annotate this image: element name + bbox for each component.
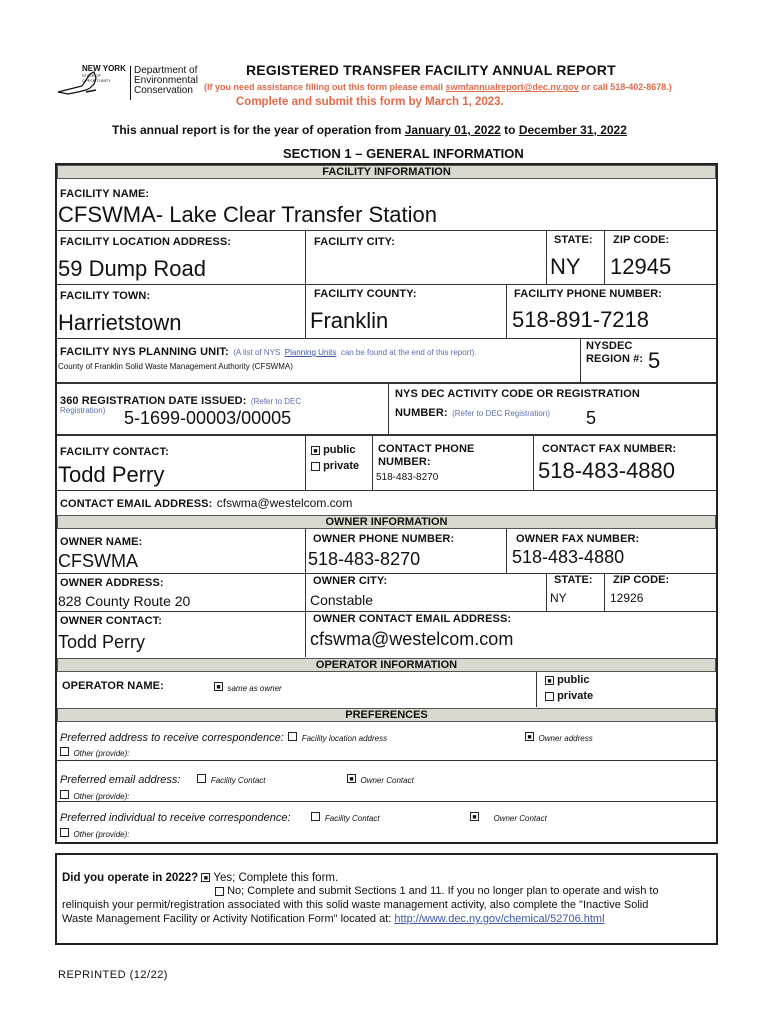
facility-name-value[interactable]: CFSWMA- Lake Clear Transfer Station (58, 202, 438, 227)
facility-state-value[interactable]: NY (550, 254, 581, 279)
owner-zip-label: ZIP CODE: (613, 574, 670, 586)
divider (57, 338, 716, 339)
facility-county-value[interactable]: Franklin (310, 308, 389, 333)
owner-email-label: OWNER CONTACT EMAIL ADDRESS: (313, 613, 512, 625)
planning-unit-label-group: FACILITY NYS PLANNING UNIT: (A list of NYS Planning Units can be found at the end of this report). (60, 346, 477, 358)
contact-email-row: CONTACT EMAIL ADDRESS: cfswma@westelcom.com (60, 496, 353, 510)
owner-phone-label: OWNER PHONE NUMBER: (313, 533, 455, 545)
divider (57, 490, 716, 491)
owner-state-value[interactable]: NY (550, 591, 567, 605)
divider (372, 436, 373, 490)
pref-owner-address-option[interactable]: ■ Owner address (525, 728, 593, 746)
operate-no-checkbox[interactable] (215, 887, 224, 896)
registration-number-value[interactable]: 5-1699-00003/00005 (124, 408, 292, 428)
divider (305, 573, 306, 611)
operate-yes-checkbox[interactable] (201, 873, 210, 882)
divider (506, 529, 507, 573)
divider (604, 230, 605, 284)
facility-address-label: FACILITY LOCATION ADDRESS: (60, 236, 232, 248)
contact-private-checkbox[interactable] (311, 462, 320, 471)
owner-contact-label: OWNER CONTACT: (60, 615, 163, 627)
logo-state-text: NEW YORK STATE OF OPPORTUNITY (82, 64, 126, 83)
contact-fax-value[interactable]: 518-483-4880 (538, 458, 676, 483)
divider (57, 434, 716, 436)
pref-address-row: Preferred address to receive correspondence: Facility location address (60, 732, 388, 744)
facility-phone-label: FACILITY PHONE NUMBER: (514, 288, 663, 300)
operate-no-text-3: Waste Management Facility or Activity Notification Form" located at: http://www.dec.ny.gov/chemical/52706.html (62, 913, 605, 925)
pref-other-email-checkbox[interactable] (60, 790, 69, 799)
facility-info-bar: FACILITY INFORMATION (57, 165, 716, 179)
pref-facility-address-checkbox[interactable] (288, 732, 297, 741)
operate-no-text-2: relinquish your permit/registration associated with this solid waste management activity, also complete the "Inactive Solid (62, 899, 649, 911)
divider (546, 230, 547, 284)
divider (305, 284, 306, 338)
region-label: NYSDEC REGION #: (586, 340, 644, 365)
facility-town-label: FACILITY TOWN: (60, 290, 151, 302)
pref-owner-address-checkbox[interactable] (525, 732, 534, 741)
divider (305, 611, 306, 657)
logo-department-text: Department of Environmental Conservation (134, 65, 198, 96)
activity-code-value[interactable]: 5 (586, 408, 597, 428)
pref-individual-facility-checkbox[interactable] (311, 812, 320, 821)
divider (57, 230, 716, 231)
owner-phone-value[interactable]: 518-483-8270 (308, 549, 421, 569)
planning-units-link[interactable]: Planning Units (284, 348, 337, 357)
divider (536, 672, 537, 707)
report-title: REGISTERED TRANSFER FACILITY ANNUAL REPORT (246, 62, 616, 78)
same-as-owner-option[interactable]: ■ same as owner (214, 678, 282, 696)
divider (506, 284, 507, 338)
facility-city-label: FACILITY CITY: (314, 236, 396, 248)
facility-zip-label: ZIP CODE: (613, 234, 670, 246)
contact-public-checkbox[interactable] (311, 446, 320, 455)
preferences-bar: PREFERENCES (57, 708, 716, 722)
facility-contact-value[interactable]: Todd Perry (58, 462, 165, 487)
divider (305, 529, 306, 573)
pref-individual-row: Preferred individual to receive correspondence: Facility Contact (60, 812, 380, 824)
facility-phone-value[interactable]: 518-891-7218 (512, 307, 650, 332)
owner-state-label: STATE: (554, 574, 593, 586)
facility-town-value[interactable]: Harrietstown (58, 310, 182, 335)
divider (57, 760, 716, 761)
pref-email-owner-option[interactable]: ■ Owner Contact (347, 770, 414, 788)
region-value[interactable]: 5 (648, 348, 661, 373)
operator-private-checkbox[interactable] (545, 692, 554, 701)
activity-code-label: NYS DEC ACTIVITY CODE OR REGISTRATION (395, 388, 640, 400)
owner-address-value[interactable]: 828 County Route 20 (58, 593, 191, 609)
pref-other-email-option[interactable]: Other (provide): (60, 786, 129, 804)
owner-city-label: OWNER CITY: (313, 575, 388, 587)
owner-name-value[interactable]: CFSWMA (58, 551, 138, 571)
contact-phone-value[interactable]: 518-483-8270 (376, 472, 439, 483)
facility-county-label: FACILITY COUNTY: (314, 288, 417, 300)
divider (388, 384, 389, 434)
pref-other-address-checkbox[interactable] (60, 747, 69, 756)
owner-info-bar: OWNER INFORMATION (57, 515, 716, 529)
divider (305, 436, 306, 490)
pref-other-address-option[interactable]: Other (provide): (60, 743, 129, 761)
operator-public-option[interactable]: ■ public (545, 674, 589, 686)
logo-divider (130, 66, 131, 100)
operate-yes-row: Did you operate in 2022? ■ Yes; Complete this form. (62, 872, 338, 884)
inactive-form-link[interactable]: http://www.dec.ny.gov/chemical/52706.html (394, 913, 605, 925)
same-as-owner-checkbox[interactable] (214, 682, 223, 691)
owner-email-value[interactable]: cfswma@westelcom.com (310, 629, 514, 649)
divider (533, 436, 534, 490)
owner-zip-value[interactable]: 12926 (610, 591, 644, 605)
dec-logo (56, 64, 206, 102)
section-title: SECTION 1 – GENERAL INFORMATION (283, 146, 524, 161)
registration-date-hint: Registration) (60, 406, 106, 415)
pref-email-owner-checkbox[interactable] (347, 774, 356, 783)
divider (580, 338, 581, 384)
report-year-line: This annual report is for the year of operation from January 01, 2022 to December 31, 2022 (112, 123, 627, 137)
owner-fax-label: OWNER FAX NUMBER: (516, 533, 640, 545)
pref-individual-owner-option[interactable]: ■ Owner Contact (470, 808, 547, 826)
activity-code-label-group: NUMBER: (Refer to DEC Registration) (395, 407, 550, 419)
deadline-note: Complete and submit this form by March 1, 2023. (236, 96, 504, 108)
assistance-email-link[interactable]: swmfannualreport@dec.ny.gov (445, 82, 579, 92)
facility-name-label: FACILITY NAME: (60, 188, 150, 200)
facility-zip-value[interactable]: 12945 (610, 254, 672, 279)
facility-state-label: STATE: (554, 234, 593, 246)
divider (57, 382, 716, 384)
pref-email-facility-checkbox[interactable] (197, 774, 206, 783)
assistance-note: (If you need assistance filling out this form please email swmfannualreport@dec.ny.gov or call 518-402-8678.) (204, 82, 672, 92)
owner-city-value[interactable]: Constable (310, 592, 374, 608)
owner-address-label: OWNER ADDRESS: (60, 577, 164, 589)
pref-other-individual-checkbox[interactable] (60, 828, 69, 837)
owner-fax-value[interactable]: 518-483-4880 (512, 547, 625, 567)
owner-name-label: OWNER NAME: (60, 536, 143, 548)
contact-private-option[interactable]: private (311, 460, 359, 472)
contact-public-option[interactable]: ■ public (311, 444, 355, 456)
operator-info-bar: OPERATOR INFORMATION (57, 658, 716, 672)
contact-fax-label: CONTACT FAX NUMBER: (542, 443, 677, 455)
contact-email-value[interactable]: cfswma@westelcom.com (216, 496, 353, 510)
facility-contact-label: FACILITY CONTACT: (60, 446, 169, 458)
operator-name-label: OPERATOR NAME: (62, 680, 164, 692)
contact-phone-label: CONTACT PHONE NUMBER: (378, 443, 475, 468)
operate-no-row: No; Complete and submit Sections 1 and 11. If you no longer plan to operate and wish to (215, 885, 659, 897)
planning-unit-value[interactable]: County of Franklin Solid Waste Management Authority (CFSWMA) (58, 362, 293, 371)
divider (546, 573, 547, 611)
pref-email-row: Preferred email address: Facility Contact (60, 774, 266, 786)
facility-address-value[interactable]: 59 Dump Road (58, 256, 206, 281)
divider (305, 230, 306, 284)
divider (604, 573, 605, 611)
divider (57, 284, 716, 285)
owner-contact-value[interactable]: Todd Perry (58, 632, 146, 652)
operator-private-option[interactable]: private (545, 690, 593, 702)
reprint-footer: REPRINTED (12/22) (58, 969, 168, 981)
pref-other-individual-option[interactable]: Other (provide): (60, 824, 129, 842)
registration-date-label-group: 360 REGISTRATION DATE ISSUED: (Refer to DEC (60, 395, 302, 407)
pref-individual-owner-checkbox[interactable] (470, 812, 479, 821)
operator-public-checkbox[interactable] (545, 676, 554, 685)
divider (57, 611, 716, 612)
divider (57, 801, 716, 802)
